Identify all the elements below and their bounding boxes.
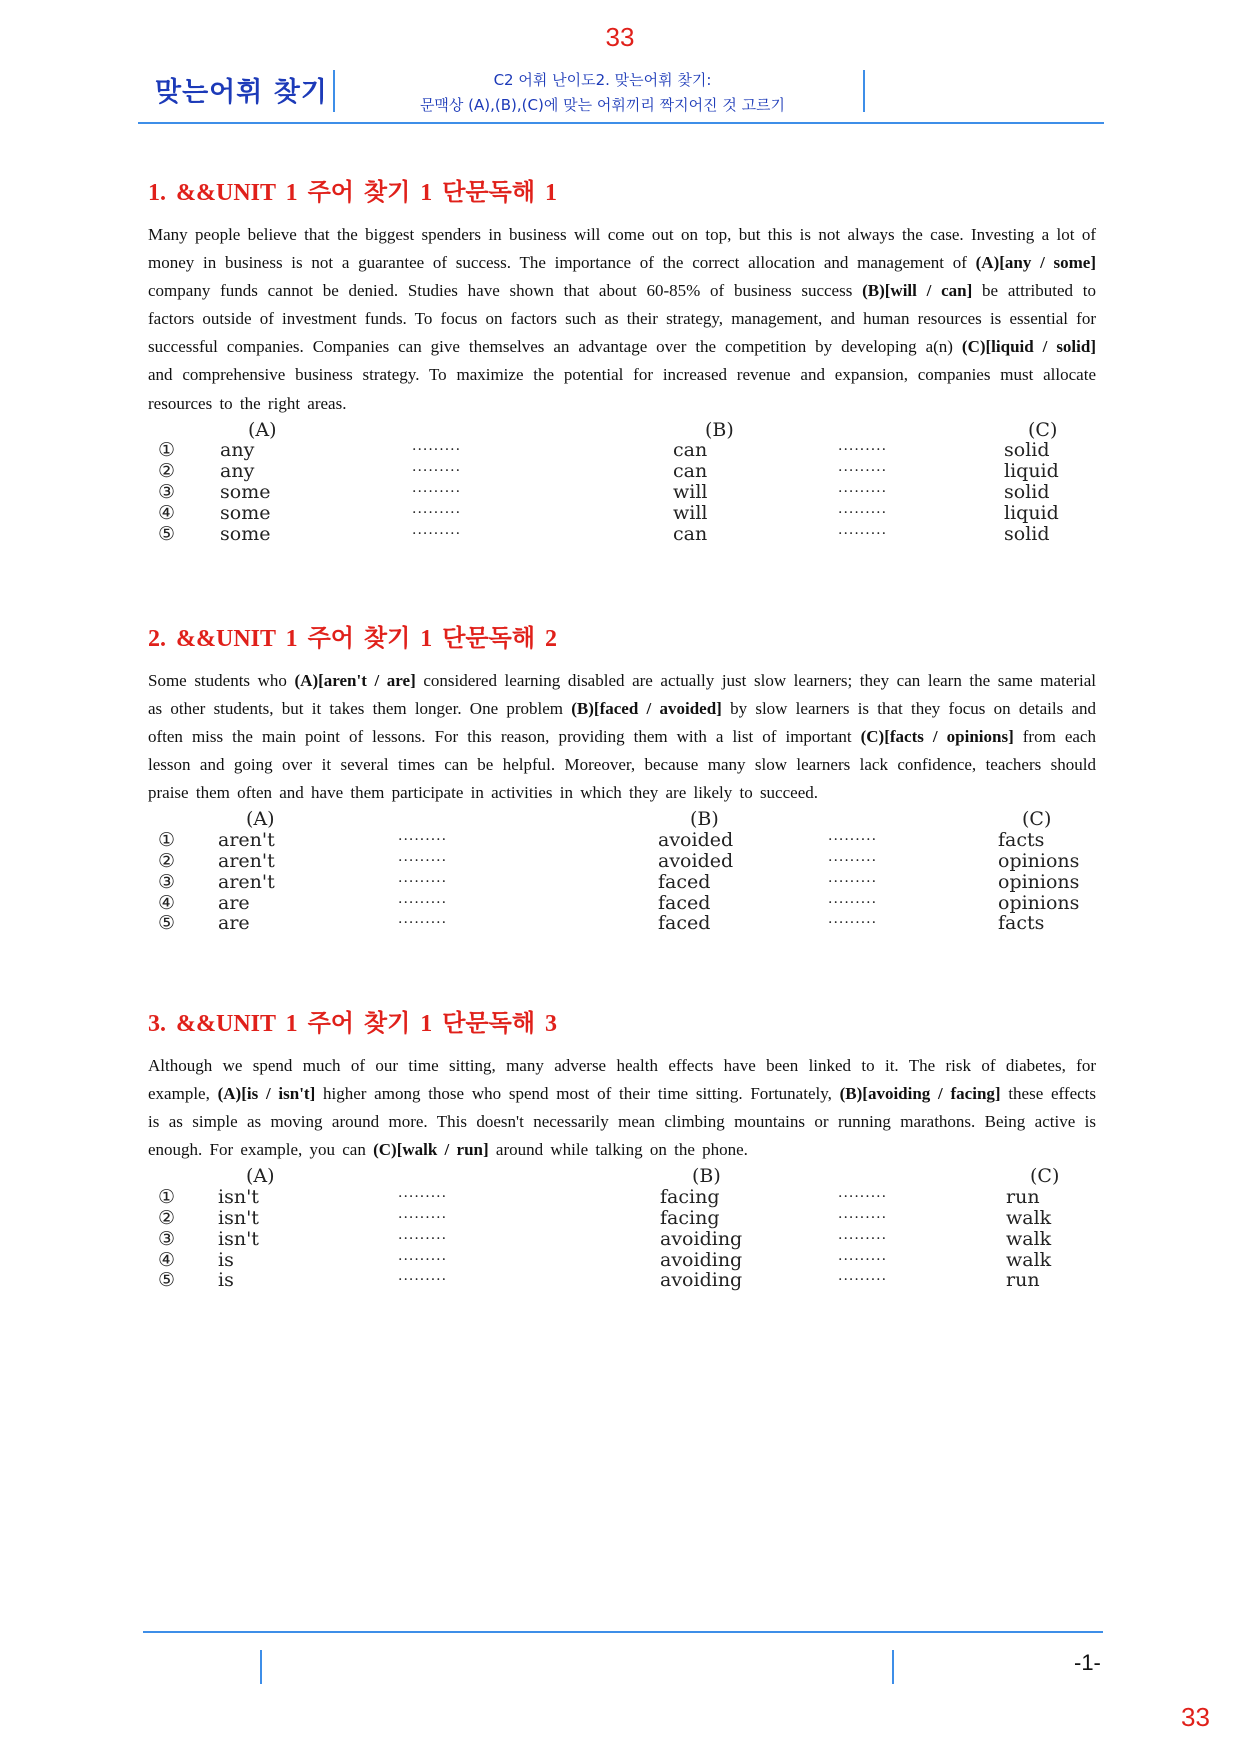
choice-a: is <box>218 1269 234 1292</box>
choice-row[interactable] <box>148 893 1096 914</box>
choice-row[interactable] <box>148 1270 1096 1291</box>
passage-text: these effects is as simple as moving around more. This doesn't necessarily mean climbing mountains or running marathons. Being active is enough. For example, you can <box>148 1084 1096 1160</box>
passage-text: from each lesson and going over it several times can be helpful. Moreover, because many slow learners lack confidence, teachers should praise them often and have them participate in activities in which they are likely to succeed. <box>148 727 1096 803</box>
passage <box>148 667 1096 807</box>
choice-a: are <box>218 891 250 914</box>
choice-row[interactable] <box>148 1250 1096 1271</box>
choice-c: opinions <box>998 850 1080 873</box>
choice-row[interactable] <box>148 830 1096 851</box>
choice-c: facts <box>998 912 1045 935</box>
leader-dots: ········· <box>398 1209 448 1226</box>
choice-row[interactable] <box>148 872 1096 893</box>
leader-dots: ········· <box>838 525 888 542</box>
choice-number[interactable]: ④ <box>158 501 176 524</box>
leader-dots: ········· <box>838 442 888 459</box>
choice-row[interactable] <box>148 524 1096 545</box>
leader-dots: ········· <box>838 1189 888 1206</box>
leader-dots: ········· <box>828 873 878 890</box>
footer-page-label: -1- <box>1074 1650 1101 1675</box>
question-2 <box>148 618 1096 934</box>
choice-number[interactable]: ⑤ <box>158 1269 176 1292</box>
leader-dots: ········· <box>398 832 448 849</box>
choice-b: can <box>673 460 708 483</box>
blank-option: (A)[any / some] <box>975 253 1097 273</box>
choice-header <box>148 420 1096 441</box>
leader-dots: ········· <box>838 504 888 521</box>
leader-dots: ········· <box>838 1272 888 1289</box>
leader-dots: ········· <box>398 1251 448 1268</box>
choice-header-c: (C) <box>1030 1165 1060 1188</box>
choice-header-a: (A) <box>246 808 275 831</box>
choice-b: can <box>673 522 708 545</box>
leader-dots: ········· <box>398 853 448 870</box>
choice-a: are <box>218 912 250 935</box>
leader-dots: ········· <box>838 1209 888 1226</box>
choice-b: avoiding <box>660 1227 743 1250</box>
header-subtitle-line2: 문맥상 (A),(B),(C)에 맞는 어휘끼리 짝지어진 것 고르기 <box>419 96 786 114</box>
question-title: 3. &&UNIT 1 주어 찾기 1 단문독해 3 <box>148 1011 558 1037</box>
choice-a: some <box>220 522 271 545</box>
choice-a: aren't <box>218 850 275 873</box>
choice-header-b: (B) <box>705 418 734 441</box>
choice-a: isn't <box>218 1186 259 1209</box>
leader-dots: ········· <box>398 873 448 890</box>
footer-divider-left <box>260 1650 262 1684</box>
header-subtitle-line1: C2 어휘 난이도2. 맞는어휘 찾기: <box>493 71 712 89</box>
choice-number[interactable]: ② <box>158 850 176 873</box>
choice-header <box>148 1166 1096 1187</box>
leader-dots: ········· <box>398 1189 448 1206</box>
choice-b: avoided <box>658 829 734 852</box>
choice-a: some <box>220 481 271 504</box>
choice-c: walk <box>1006 1227 1052 1250</box>
question-title: 1. &&UNIT 1 주어 찾기 1 단문독해 1 <box>148 180 558 206</box>
choice-b: faced <box>658 870 711 893</box>
choice-c: run <box>1006 1186 1040 1209</box>
choice-row[interactable] <box>148 851 1096 872</box>
choice-c: solid <box>1004 481 1050 504</box>
choice-a: is <box>218 1248 234 1271</box>
choice-b: avoiding <box>660 1248 743 1271</box>
leader-dots: ········· <box>828 915 878 932</box>
leader-dots: ········· <box>838 1251 888 1268</box>
choice-header-c: (C) <box>1022 808 1052 831</box>
passage-text: Some students who <box>148 671 295 690</box>
choice-header-a: (A) <box>248 418 277 441</box>
choice-row[interactable] <box>148 461 1096 482</box>
passage-text: company funds cannot be denied. Studies have shown that about 60-85% of business success <box>148 281 863 301</box>
choice-a: any <box>220 460 255 483</box>
choice-number[interactable]: ② <box>158 460 176 483</box>
choice-row[interactable] <box>148 1229 1096 1250</box>
choice-b: avoiding <box>660 1269 743 1292</box>
blank-option: (C)[walk / run] <box>373 1140 489 1160</box>
choice-b: will <box>673 481 708 504</box>
footer-divider-right <box>892 1650 894 1684</box>
choice-number[interactable]: ⑤ <box>158 522 176 545</box>
choice-number[interactable]: ④ <box>158 1248 176 1271</box>
choice-c: opinions <box>998 870 1080 893</box>
leader-dots: ········· <box>838 484 888 501</box>
choice-b: faced <box>658 891 711 914</box>
leader-dots: ········· <box>398 894 448 911</box>
choice-c: walk <box>1006 1206 1052 1229</box>
choice-number[interactable]: ③ <box>158 870 176 893</box>
choice-row[interactable] <box>148 440 1096 461</box>
choice-c: solid <box>1004 439 1050 462</box>
leader-dots: ········· <box>838 1230 888 1247</box>
header-divider-right <box>863 70 865 112</box>
question-1 <box>148 172 1096 544</box>
choice-row[interactable] <box>148 1208 1096 1229</box>
header-subtitle <box>345 68 860 118</box>
blank-option: (A)[aren't / are] <box>294 671 416 690</box>
choice-header-a: (A) <box>246 1165 275 1188</box>
blank-option: (B)[avoiding / facing] <box>839 1084 1001 1104</box>
choice-number[interactable]: ② <box>158 1206 176 1229</box>
page-number-top: 33 <box>605 22 635 52</box>
question-title: 2. &&UNIT 1 주어 찾기 1 단문독해 2 <box>148 626 558 652</box>
passage-text: and comprehensive business strategy. To maximize the potential for increased revenue and expansion, companies must allocate resources to the right areas. <box>148 365 1096 413</box>
choice-a: isn't <box>218 1227 259 1250</box>
choice-c: facts <box>998 829 1045 852</box>
choice-number[interactable]: ⑤ <box>158 912 176 935</box>
leader-dots: ········· <box>398 915 448 932</box>
header-title: 맞는어휘 찾기 <box>155 77 328 108</box>
choice-number[interactable]: ③ <box>158 481 176 504</box>
leader-dots: ········· <box>412 504 462 521</box>
header-divider-left <box>333 70 335 112</box>
passage-text: be attributed to factors outside of investment funds. To focus on factors such as their strategy, management, and human resources is essential for successful companies. Companies can give themselves an advantage over the competition by developing a(n) <box>148 281 1097 357</box>
choice-row[interactable] <box>148 482 1096 503</box>
choice-number[interactable]: ① <box>158 439 176 462</box>
choice-row[interactable] <box>148 913 1096 934</box>
choice-c: run <box>1006 1269 1040 1292</box>
leader-dots: ········· <box>828 853 878 870</box>
choice-header <box>148 809 1096 830</box>
page-number-bottom: 33 <box>1181 1702 1210 1732</box>
blank-option: (C)[facts / opinions] <box>860 727 1014 747</box>
passage-text: Although we spend much of our time sitting, many adverse health effects have been linked to it. The risk of diabetes, for example, <box>148 1056 1096 1104</box>
leader-dots: ········· <box>412 442 462 459</box>
choice-number[interactable]: ④ <box>158 891 176 914</box>
blank-option: (C)[liquid / solid] <box>961 337 1096 357</box>
leader-dots: ········· <box>412 525 462 542</box>
blank-option: (B)[will / can] <box>862 281 973 301</box>
choice-b: can <box>673 439 708 462</box>
choice-c: liquid <box>1004 501 1059 524</box>
choice-a: any <box>220 439 255 462</box>
choice-header-b: (B) <box>690 808 719 831</box>
answer-choices <box>148 420 1096 545</box>
footer-rule <box>143 1631 1103 1633</box>
choice-c: walk <box>1006 1248 1052 1271</box>
leader-dots: ········· <box>398 1272 448 1289</box>
choice-b: avoided <box>658 850 734 873</box>
choice-b: will <box>673 501 708 524</box>
choice-a: isn't <box>218 1206 259 1229</box>
leader-dots: ········· <box>398 1230 448 1247</box>
blank-option: (B)[faced / avoided] <box>571 699 722 719</box>
choice-number[interactable]: ① <box>158 829 176 852</box>
choice-b: faced <box>658 912 711 935</box>
choice-header-c: (C) <box>1028 418 1058 441</box>
leader-dots: ········· <box>838 463 888 480</box>
passage <box>148 1052 1096 1164</box>
blank-option: (A)[is / isn't] <box>217 1084 316 1104</box>
choice-c: liquid <box>1004 460 1059 483</box>
passage-text: by slow learners is that they focus on details and often miss the main point of lessons. For this reason, providing them with a list of important <box>148 699 1096 747</box>
answer-choices <box>148 1166 1096 1291</box>
choice-row[interactable] <box>148 503 1096 524</box>
header-rule <box>138 122 1104 124</box>
choice-number[interactable]: ③ <box>158 1227 176 1250</box>
choice-b: facing <box>660 1206 720 1229</box>
passage-text: Many people believe that the biggest spenders in business will come out on top, but this is not always the case. Investing a lot of money in business is not a guarantee of success. The importance of the correct allocation and management of <box>148 225 1096 273</box>
passage <box>148 221 1096 418</box>
question-3 <box>148 1003 1096 1291</box>
choice-c: opinions <box>998 891 1080 914</box>
choice-a: aren't <box>218 829 275 852</box>
choice-a: aren't <box>218 870 275 893</box>
leader-dots: ········· <box>412 463 462 480</box>
passage-text: higher among those who spend most of their time sitting. Fortunately, <box>315 1084 840 1104</box>
choice-row[interactable] <box>148 1187 1096 1208</box>
choice-header-b: (B) <box>692 1165 721 1188</box>
leader-dots: ········· <box>828 832 878 849</box>
choice-b: facing <box>660 1186 720 1209</box>
leader-dots: ········· <box>828 894 878 911</box>
answer-choices <box>148 809 1096 934</box>
passage-text: considered learning disabled are actually just slow learners; they can learn the same material as other students, but it takes them longer. One problem <box>148 671 1096 719</box>
choice-number[interactable]: ① <box>158 1186 176 1209</box>
choice-a: some <box>220 501 271 524</box>
choice-c: solid <box>1004 522 1050 545</box>
passage-text: around while talking on the phone. <box>488 1140 748 1160</box>
leader-dots: ········· <box>412 484 462 501</box>
